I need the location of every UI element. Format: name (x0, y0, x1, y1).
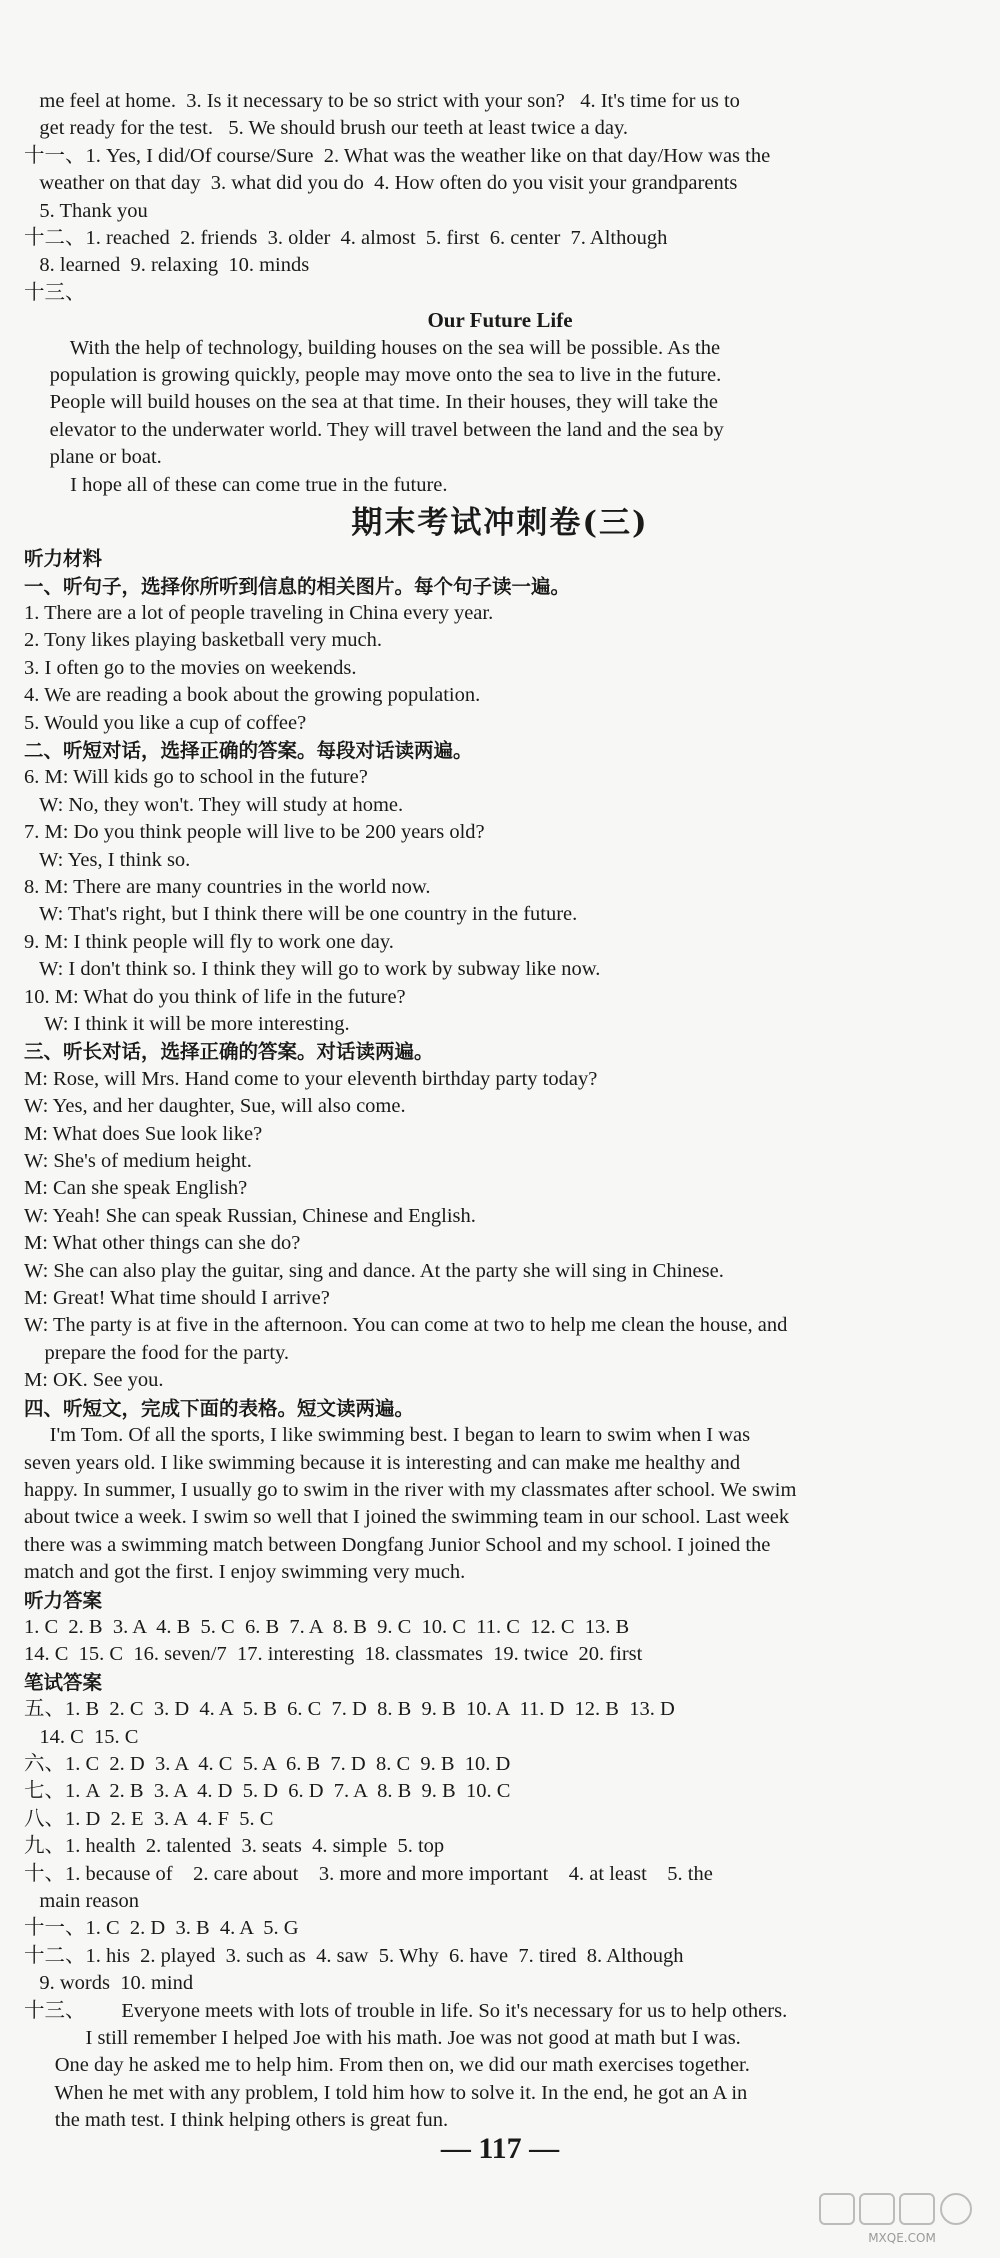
text-line: When he met with any problem, I told him how to solve it. In the end, he got an A in (24, 2081, 748, 2104)
text-line: population is growing quickly, people may move onto the sea to live in the future. (24, 364, 722, 387)
text-line: 14. C 15. C (24, 1725, 139, 1748)
page-number: — 117 — (440, 2132, 560, 2165)
text-line: I still remember I helped Joe with his math. Joe was not good at math but I was. (24, 2027, 741, 2050)
text-line: M: What other things can she do? (24, 1232, 301, 1255)
text-line: the math test. I think helping others is great fun. (24, 2109, 449, 2132)
text-line: 3. I often go to the movies on weekends. (24, 656, 357, 679)
text-line: W: That's right, but I think there will be one country in the future. (24, 903, 578, 926)
text-line: happy. In summer, I usually go to swim in the river with my classmates after school. We swim (24, 1478, 797, 1501)
text-line: weather on that day 3. what did you do 4. How often do you visit your grandparents (24, 172, 738, 195)
text-line: me feel at home. 3. Is it necessary to be so strict with your son? 4. It's time for us to (24, 90, 740, 112)
text-line: 8. M: There are many countries in the world now. (24, 875, 431, 898)
text-line: M: Can she speak English? (24, 1177, 248, 1200)
text-line: W: Yes, I think so. (24, 848, 191, 871)
text-line: 十二、1. his 2. played 3. such as 4. saw 5. Why 6. have 7. tired 8. Although (24, 1944, 684, 1967)
text-line: plane or boat. (24, 446, 162, 469)
text-line: I hope all of these can come true in the future. (24, 473, 448, 496)
text-line: 9. words 10. mind (24, 1972, 194, 1995)
text-line: 5. Would you like a cup of coffee? (24, 711, 307, 734)
text-line: 五、1. B 2. C 3. D 4. A 5. B 6. C 7. D 8. B 9. B 10. A 11. D 12. B 13. D (24, 1698, 675, 1721)
text-line: about twice a week. I swim so well that I joined the swimming team in our school. Last week (24, 1506, 790, 1529)
text-line: W: I think it will be more interesting. (24, 1013, 350, 1035)
text-line: 14. C 15. C 16. seven/7 17. interesting 18. classmates 19. twice 20. first (24, 1643, 643, 1666)
text-line: 1. There are a lot of people traveling in China every year. (24, 601, 494, 624)
text-line: I'm Tom. Of all the sports, I like swimming best. I began to learn to swim when I was (24, 1424, 751, 1447)
text-line: W: No, they won't. They will study at home. (24, 793, 404, 816)
text-line: 4. We are reading a book about the growing population. (24, 684, 481, 707)
text-line: W: I don't think so. I think they will go to work by subway like now. (24, 958, 601, 981)
text-line: 十、1. because of 2. care about 3. more and more important 4. at least 5. the (24, 1862, 713, 1885)
document-page (24, 88, 976, 2135)
text-line: 十三、 Everyone meets with lots of trouble in life. So it's necessary for us to help others. (24, 1999, 788, 2022)
text-line: 十一、1. C 2. D 3. B 4. A 5. G (24, 1917, 299, 1940)
text-line: W: She can also play the guitar, sing and dance. At the party she will sing in Chinese. (24, 1259, 724, 1282)
text-line: main reason (24, 1890, 139, 1912)
text-line: 6. M: Will kids go to school in the future? (24, 766, 368, 789)
section-heading: 听力答案 (24, 1588, 103, 1612)
text-line: 1. C 2. B 3. A 4. B 5. C 6. B 7. A 8. B 9. C 10. C 11. C 12. C 13. B (24, 1615, 630, 1638)
section-heading: 二、听短对话，选择正确的答案。每段对话读两遍。 (24, 738, 473, 762)
text-line: 十三、 (24, 281, 86, 304)
essay-title: Our Future Life (427, 308, 573, 333)
text-line: 七、1. A 2. B 3. A 4. D 5. D 6. D 7. A 8. B 9. B 10. C (24, 1780, 511, 1803)
text-line: 2. Tony likes playing basketball very much. (24, 629, 383, 652)
text-line: there was a swimming match between Dongfang Junior School and my school. I joined the (24, 1533, 771, 1556)
text-line: 九、1. health 2. talented 3. seats 4. simple 5. top (24, 1835, 445, 1858)
text-line: M: What does Sue look like? (24, 1122, 263, 1145)
text-line: 7. M: Do you think people will live to be 200 years old? (24, 821, 485, 844)
text-line: M: Rose, will Mrs. Hand come to your eleventh birthday party today? (24, 1067, 598, 1090)
watermark-text: MXQE.COM (868, 2231, 936, 2245)
text-line: 9. M: I think people will fly to work one day. (24, 930, 394, 953)
exam-title: 期末考试冲刺卷(三) (351, 505, 649, 542)
text-line: W: Yeah! She can speak Russian, Chinese and English. (24, 1204, 476, 1227)
text-line: prepare the food for the party. (24, 1341, 290, 1364)
text-line: 六、1. C 2. D 3. A 4. C 5. A 6. B 7. D 8. C 9. B 10. D (24, 1752, 511, 1775)
text-line: With the help of technology, building houses on the sea will be possible. As the (24, 336, 721, 359)
watermark-logo (816, 2190, 988, 2248)
text-line: M: Great! What time should I arrive? (24, 1287, 330, 1310)
text-line: get ready for the test. 5. We should brush our teeth at least twice a day. (24, 117, 629, 140)
section-heading: 听力材料 (24, 547, 103, 571)
section-heading: 四、听短文，完成下面的表格。短文读两遍。 (24, 1396, 415, 1420)
text-line: 十一、1. Yes, I did/Of course/Sure 2. What was the weather like on that day/How was the (24, 144, 771, 167)
text-line: People will build houses on the sea at that time. In their houses, they will take the (24, 391, 719, 414)
text-line: W: The party is at five in the afternoon. You can come at two to help me clean the house, and (24, 1314, 788, 1337)
text-line: seven years old. I like swimming because it is interesting and can make me healthy and (24, 1451, 741, 1474)
section-heading: 笔试答案 (24, 1670, 103, 1694)
text-line: 8. learned 9. relaxing 10. minds (24, 254, 310, 277)
text-line: One day he asked me to help him. From then on, we did our math exercises together. (24, 2054, 750, 2077)
text-line: M: OK. See you. (24, 1369, 164, 1392)
text-line: 10. M: What do you think of life in the future? (24, 985, 406, 1008)
text-line: W: She's of medium height. (24, 1150, 252, 1173)
text-line: W: Yes, and her daughter, Sue, will also come. (24, 1095, 406, 1118)
section-heading: 一、听句子，选择你所听到信息的相关图片。每个句子读一遍。 (24, 574, 571, 598)
text-line: 5. Thank you (24, 199, 148, 222)
text-line: 十二、1. reached 2. friends 3. older 4. almost 5. first 6. center 7. Although (24, 227, 668, 250)
text-line: elevator to the underwater world. They will travel between the land and the sea by (24, 418, 724, 441)
text-line: match and got the first. I enjoy swimming very much. (24, 1561, 466, 1584)
section-heading: 三、听长对话，选择正确的答案。对话读两遍。 (24, 1040, 434, 1064)
text-line: 八、1. D 2. E 3. A 4. F 5. C (24, 1807, 274, 1830)
